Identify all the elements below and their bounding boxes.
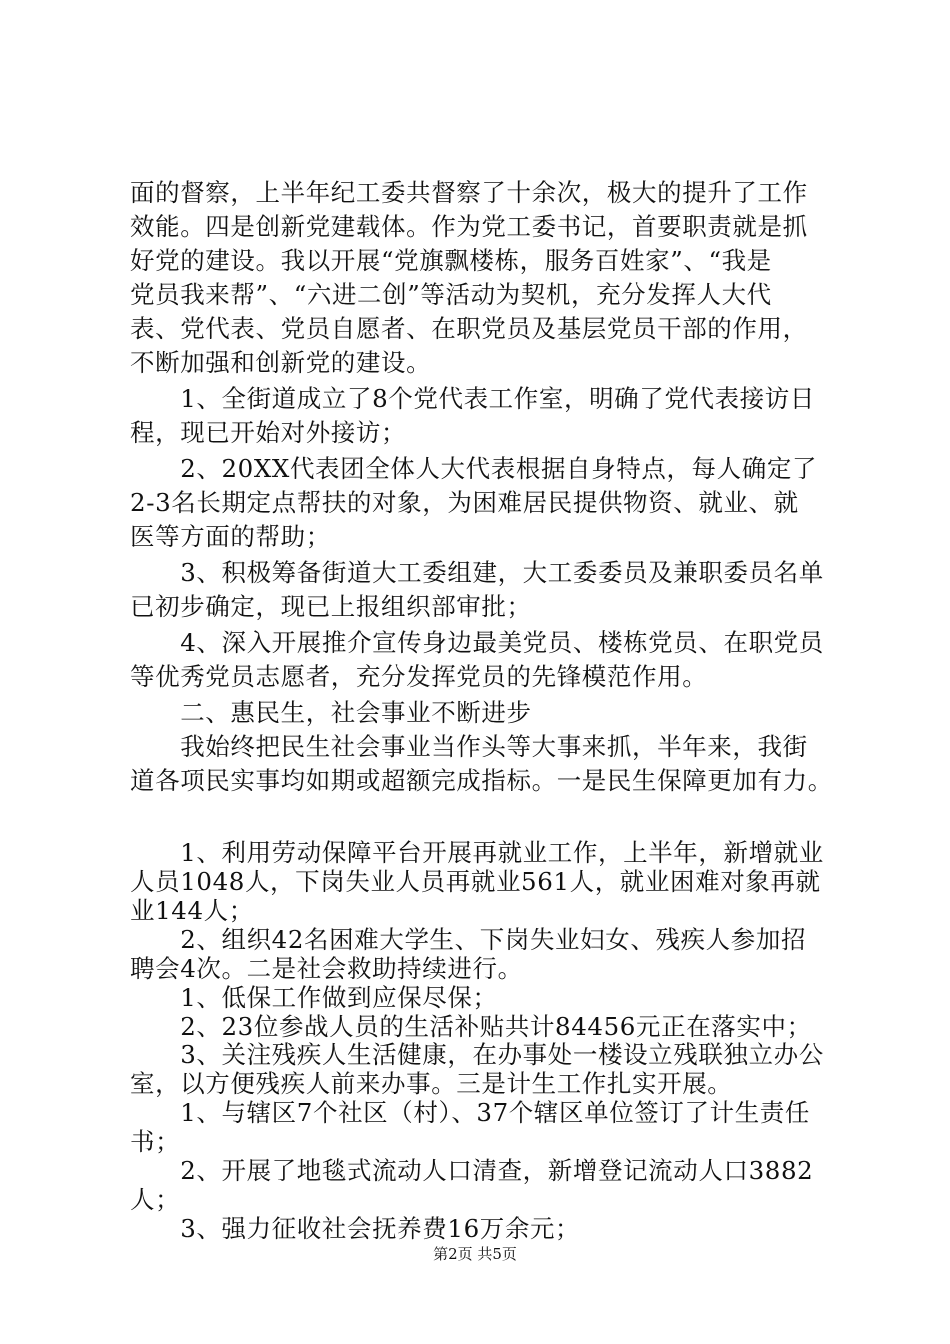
text-line: 业144人； (130, 896, 254, 925)
text-line: 2、23位参战人员的生活补贴共计84456元正在落实中； (130, 1012, 812, 1041)
text-line: 道各项民实事均如期或超额完成指标。一是民生保障更加有力。 (130, 766, 833, 795)
text-line: 表、党代表、党员自愿者、在职党员及基层党员干部的作用， (130, 314, 808, 343)
text-line: 2、组织42名困难大学生、下岗失业妇女、残疾人参加招 (130, 925, 807, 954)
text-line: 2、开展了地毯式流动人口清查，新增登记流动人口3882 (130, 1156, 814, 1185)
text-line: 党员我来帮”、“六进二创”等活动为契机，充分发挥人大代 (130, 280, 772, 309)
text-line: 2-3名长期定点帮扶的对象，为困难居民提供物资、就业、就 (130, 488, 799, 517)
text-line: 1、利用劳动保障平台开展再就业工作，上半年，新增就业 (130, 838, 824, 867)
text-line: 面的督察，上半年纪工委共督察了十余次，极大的提升了工作 (130, 178, 808, 207)
text-line: 3、关注残疾人生活健康，在办事处一楼设立残联独立办公 (130, 1040, 824, 1069)
text-line: 室，以方便残疾人前来办事。三是计生工作扎实开展。 (130, 1069, 733, 1098)
text-line: 已初步确定，现已上报组织部审批； (130, 592, 532, 621)
text-line: 人员1048人，下岗失业人员再就业561人，就业困难对象再就 (130, 867, 821, 896)
text-line: 我始终把民生社会事业当作头等大事来抓，半年来，我街 (130, 732, 808, 761)
text-line: 程，现已开始对外接访； (130, 418, 407, 447)
text-line: 2、20XX代表团全体人大代表根据自身特点，每人确定了 (130, 454, 818, 483)
section-heading: 二、惠民生，社会事业不断进步 (130, 698, 532, 727)
text-line: 医等方面的帮助； (130, 522, 331, 551)
text-line: 人； (130, 1185, 181, 1214)
text-line: 3、积极筹备街道大工委组建，大工委委员及兼职委员名单 (130, 558, 824, 587)
text-line: 3、强力征收社会抚养费16万余元； (130, 1214, 581, 1243)
text-line: 聘会4次。二是社会救助持续进行。 (130, 954, 523, 983)
text-line: 等优秀党员志愿者，充分发挥党员的先锋模范作用。 (130, 662, 708, 691)
text-line: 不断加强和创新党的建设。 (130, 348, 432, 377)
text-line: 好党的建设。我以开展“党旗飘楼栋，服务百姓家”、“我是 (130, 246, 772, 275)
text-line: 1、与辖区7个社区（村）、37个辖区单位签订了计生责任 (130, 1098, 810, 1127)
page-footer: 第2页 共5页 (433, 1245, 517, 1263)
text-line: 4、深入开展推介宣传身边最美党员、楼栋党员、在职党员 (130, 628, 824, 657)
text-line: 效能。四是创新党建载体。作为党工委书记，首要职责就是抓 (130, 212, 808, 241)
text-line: 1、低保工作做到应保尽保； (130, 983, 498, 1012)
text-line: 书； (130, 1127, 181, 1156)
text-line: 1、全街道成立了8个党代表工作室，明确了党代表接访日 (130, 384, 815, 413)
